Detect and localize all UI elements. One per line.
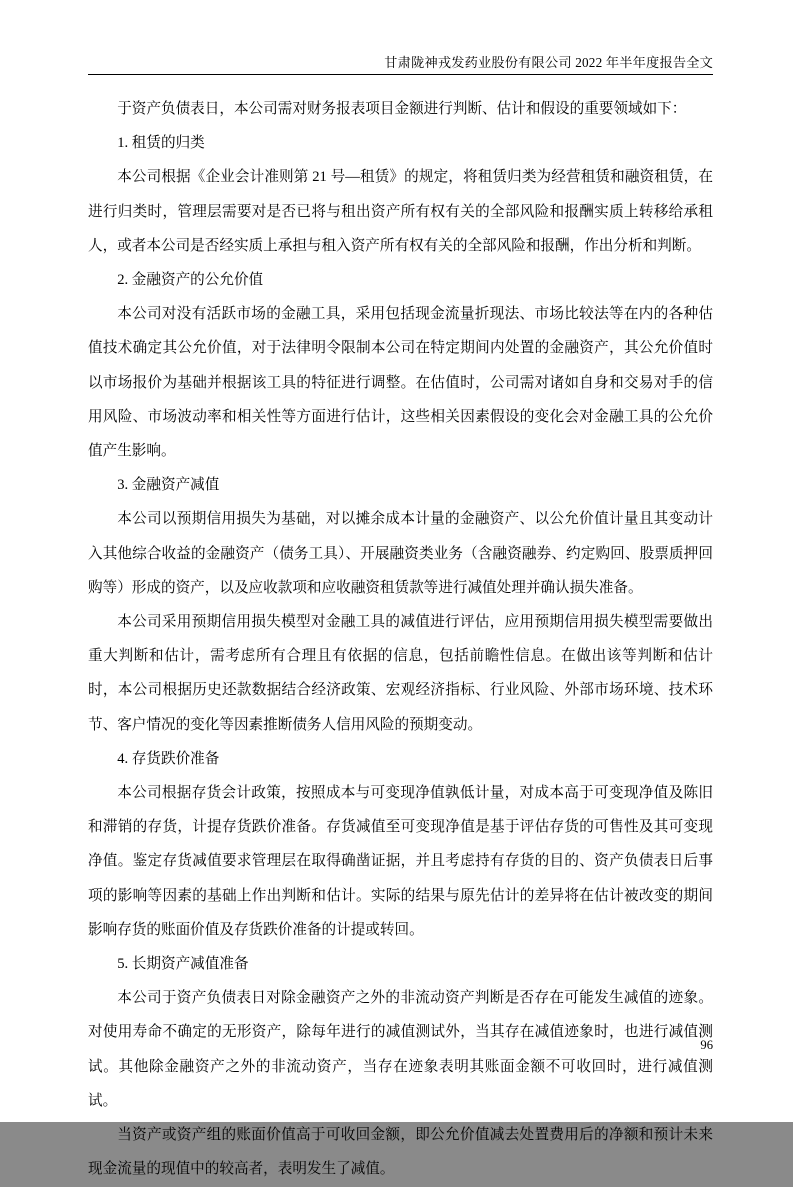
section-heading: 2. 金融资产的公允价值 bbox=[117, 272, 264, 289]
section-heading: 1. 租赁的归类 bbox=[117, 135, 205, 152]
body-paragraph: 本公司于资产负债表日对除金融资产之外的非流动资产判断是否存在可能发生减值的迹象。对使用寿命不确定的无形资产，除每年进行的减值测试外，当其存在减值迹象时，也进行减值测试。其他除金融资产之外的非流动资产，当存在迹象表明其账面金额不可收回时，进行减值测试。 bbox=[88, 990, 713, 1109]
page-header: 甘肃陇神戎发药业股份有限公司 2022 年半年度报告全文 bbox=[384, 55, 713, 70]
body-paragraph: 本公司采用预期信用损失模型对金融工具的减值进行评估，应用预期信用损失模型需要做出重大判断和估计，需考虑所有合理且有依据的信息，包括前瞻性信息。在做出该等判断和估计时，本公司根据历史还款数据结合经济政策、宏观经济指标、行业风险、外部市场环境、技术环节、客户情况的变化等因素推断债务人信用风险的预期变动。 bbox=[88, 614, 713, 733]
document-body bbox=[88, 92, 713, 1187]
body-paragraph: 于资产负债表日，本公司需对财务报表项目金额进行判断、估计和假设的重要领域如下： bbox=[117, 101, 687, 117]
section-heading: 4. 存货跌价准备 bbox=[117, 750, 220, 767]
body-paragraph: 本公司以预期信用损失为基础，对以摊余成本计量的金融资产、以公允价值计量且其变动计入其他综合收益的金融资产（债务工具）、开展融资类业务（含融资融券、约定购回、股票质押回购等）形成的资产，以及应收款项和应收融资租赁款等进行减值处理并确认损失准备。 bbox=[88, 511, 713, 596]
body-paragraph: 当资产或资产组的账面价值高于可收回金额，即公允价值减去处置费用后的净额和预计未来现金流量的现值中的较高者，表明发生了减值。 bbox=[88, 1127, 713, 1178]
body-paragraph: 本公司根据存货会计政策，按照成本与可变现净值孰低计量，对成本高于可变现净值及陈旧和滞销的存货，计提存货跌价准备。存货减值至可变现净值是基于评估存货的可售性及其可变现净值。鉴定存货减值要求管理层在取得确凿证据，并且考虑持有存货的目的、资产负债表日后事项的影响等因素的基础上作出判断和估计。实际的结果与原先估计的差异将在估计被改变的期间影响存货的账面价值及存货跌价准备的计提或转回。 bbox=[88, 785, 713, 938]
body-paragraph: 本公司对没有活跃市场的金融工具，采用包括现金流量折现法、市场比较法等在内的各种估值技术确定其公允价值，对于法律明令限制本公司在特定期间内处置的金融资产，其公允价值时以市场报价为基础并根据该工具的特征进行调整。在估值时，公司需对诸如自身和交易对手的信用风险、市场波动率和相关性等方面进行估计，这些相关因素假设的变化会对金融工具的公允价值产生影响。 bbox=[88, 306, 713, 460]
header-divider bbox=[88, 74, 713, 75]
section-heading: 5. 长期资产减值准备 bbox=[117, 956, 249, 973]
body-paragraph: 本公司根据《企业会计准则第 21 号—租赁》的规定，将租赁归类为经营租赁和融资租赁，在进行归类时，管理层需要对是否已将与租出资产所有权有关的全部风险和报酬实质上转移给承租人，或者本公司是否经实质上承担与租入资产所有权有关的全部风险和报酬，作出分析和判断。 bbox=[88, 169, 713, 254]
section-heading: 3. 金融资产减值 bbox=[117, 477, 220, 494]
page-content-area bbox=[88, 0, 713, 1178]
page-number: 96 bbox=[700, 1038, 713, 1052]
